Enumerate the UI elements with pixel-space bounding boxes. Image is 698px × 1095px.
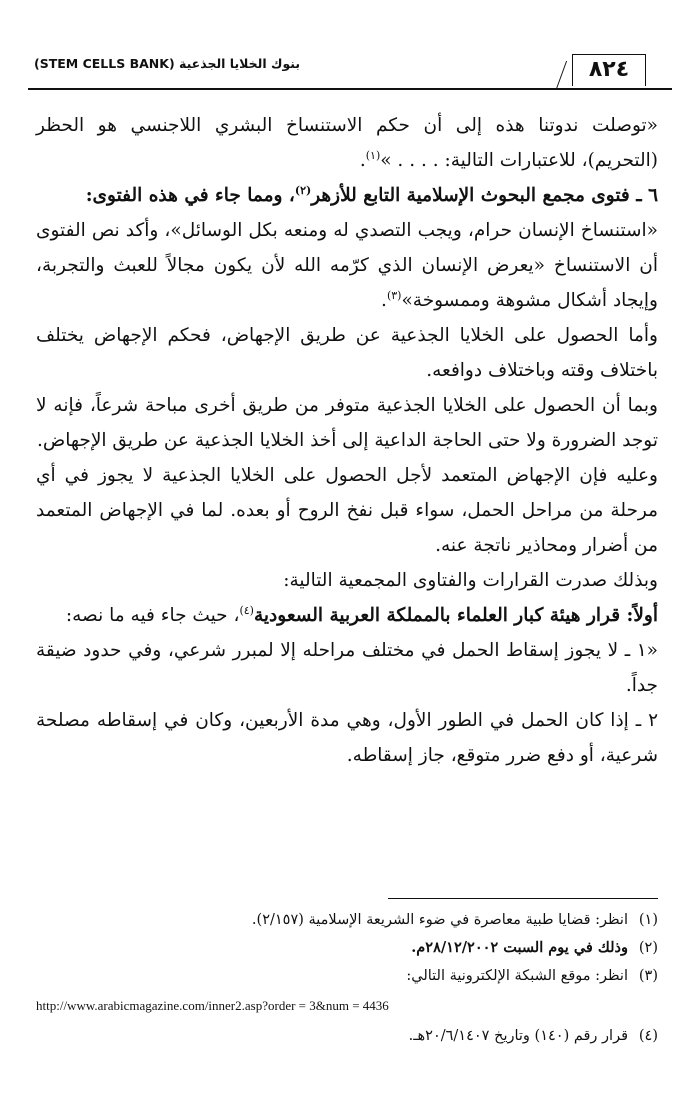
- footnote-ref-4: (٤): [239, 603, 254, 617]
- footnote-ref-3: (٣): [386, 288, 402, 302]
- paragraph-1-tail: .: [359, 150, 366, 171]
- footnote-2-text: وذلك في يوم السبت ٢٨/١٢/٢٠٠٢م.: [411, 939, 628, 956]
- paragraph-6-text: وعليه فإن الإجهاض المتعمد لأجل الحصول على الخلايا الجذعية لا يجوز في أي مرحلة من مراحل الحمل، سواء قبل نفخ الروح أو بعده. لما في الإجهاض المتعمد من أضرار ومحاذير ناتجة عنه.: [36, 465, 658, 556]
- header-rule: [28, 88, 672, 90]
- paragraph-5: [36, 388, 658, 458]
- paragraph-9-text: «١ ـ لا يجوز إسقاط الحمل في مختلف مراحله إلا لمبرر شرعي، وفي حدود ضيقة جداً.: [36, 640, 658, 696]
- footnote-2: [36, 934, 658, 962]
- paragraph-2-heading: [36, 178, 658, 213]
- footnote-1-text: انظر: قضايا طبية معاصرة في ضوء الشريعة الإسلامية (٢/١٥٧).: [251, 912, 628, 928]
- main-text: [36, 108, 658, 773]
- footnote-ref-1: (١): [365, 148, 381, 162]
- paragraph-2-tail: ، ومما جاء في هذه الفتوى:: [85, 185, 295, 206]
- paragraph-7: [36, 563, 658, 598]
- paragraph-1: [36, 108, 658, 178]
- paragraph-8-text: أولاً: قرار هيئة كبار العلماء بالمملكة العربية السعودية: [253, 605, 658, 626]
- page-number: ٨٢٤: [588, 57, 630, 82]
- running-header: [28, 48, 672, 92]
- paragraph-8: [36, 598, 658, 633]
- paragraph-3: [36, 213, 658, 318]
- footnotes: [36, 906, 658, 990]
- footnote-4: [409, 1022, 658, 1050]
- footnote-3-text: انظر: موقع الشبكة الإلكترونية التالي:: [406, 968, 628, 984]
- running-header-title: بنوك الخلايا الجذعية (STEM CELLS BANK): [34, 56, 301, 71]
- paragraph-2-text: ٦ ـ فتوى مجمع البحوث الإسلامية التابع للأزهر: [311, 185, 658, 206]
- paragraph-8-tail: ، حيث جاء فيه ما نصه:: [65, 605, 240, 626]
- footnote-3: [36, 962, 658, 990]
- paragraph-4-text: وأما الحصول على الخلايا الجذعية عن طريق الإجهاض، فحكم الإجهاض يختلف باختلاف وقته وباختلاف دوافعه.: [36, 325, 658, 381]
- paragraph-3-text: «استنساخ الإنسان حرام، ويجب التصدي له ومنعه بكل الوسائل»، وأكد نص الفتوى أن الاستنساخ «يعرض الإنسان الذي كرّمه الله لأن يكون مجالاً للعبث والتجربة، وإيجاد أشكال مشوهة وممسوخة»: [36, 220, 658, 311]
- footnote-3-number: (٣): [638, 968, 658, 984]
- footnote-separator: [388, 898, 658, 899]
- paragraph-1-text: «توصلت ندوتنا هذه إلى أن حكم الاستنساخ البشري اللاجنسي هو الحظر (التحريم)، للاعتبارات التالية: . . . . »: [36, 115, 658, 171]
- paragraph-4: [36, 318, 658, 388]
- paragraph-10-text: ٢ ـ إذا كان الحمل في الطور الأول، وهي مدة الأربعين، وكان في إسقاطه مصلحة شرعية، أو دفع ضرر متوقع، جاز إسقاطه.: [36, 710, 658, 766]
- paragraph-7-text: وبذلك صدرت القرارات والفتاوى المجمعية التالية:: [283, 570, 658, 591]
- paragraph-6: [36, 458, 658, 563]
- footnote-1-number: (١): [638, 912, 658, 928]
- footnote-4-text: قرار رقم (١٤٠) وتاريخ ٢٠/٦/١٤٠٧هـ.: [408, 1028, 628, 1044]
- page-number-box: [572, 54, 646, 86]
- footnote-3-url[interactable]: http://www.arabicmagazine.com/inner2.asp?order = 3&num = 4436: [36, 998, 389, 1013]
- footnote-ref-2: (٢): [294, 183, 312, 197]
- paragraph-5-text: وبما أن الحصول على الخلايا الجذعية متوفر من طريق أخرى مباحة شرعاً، فإنه لا توجد الضرورة ولا حتى الحاجة الداعية إلى أخذ الخلايا الجذعية عن طريق الإجهاض.: [36, 395, 658, 451]
- footnote-2-number: (٢): [638, 940, 658, 956]
- paragraph-9: [36, 633, 658, 703]
- paragraph-3-tail: .: [381, 290, 387, 311]
- footnote-4-number: (٤): [638, 1028, 658, 1044]
- footnote-1: [36, 906, 658, 934]
- paragraph-10: [36, 703, 658, 773]
